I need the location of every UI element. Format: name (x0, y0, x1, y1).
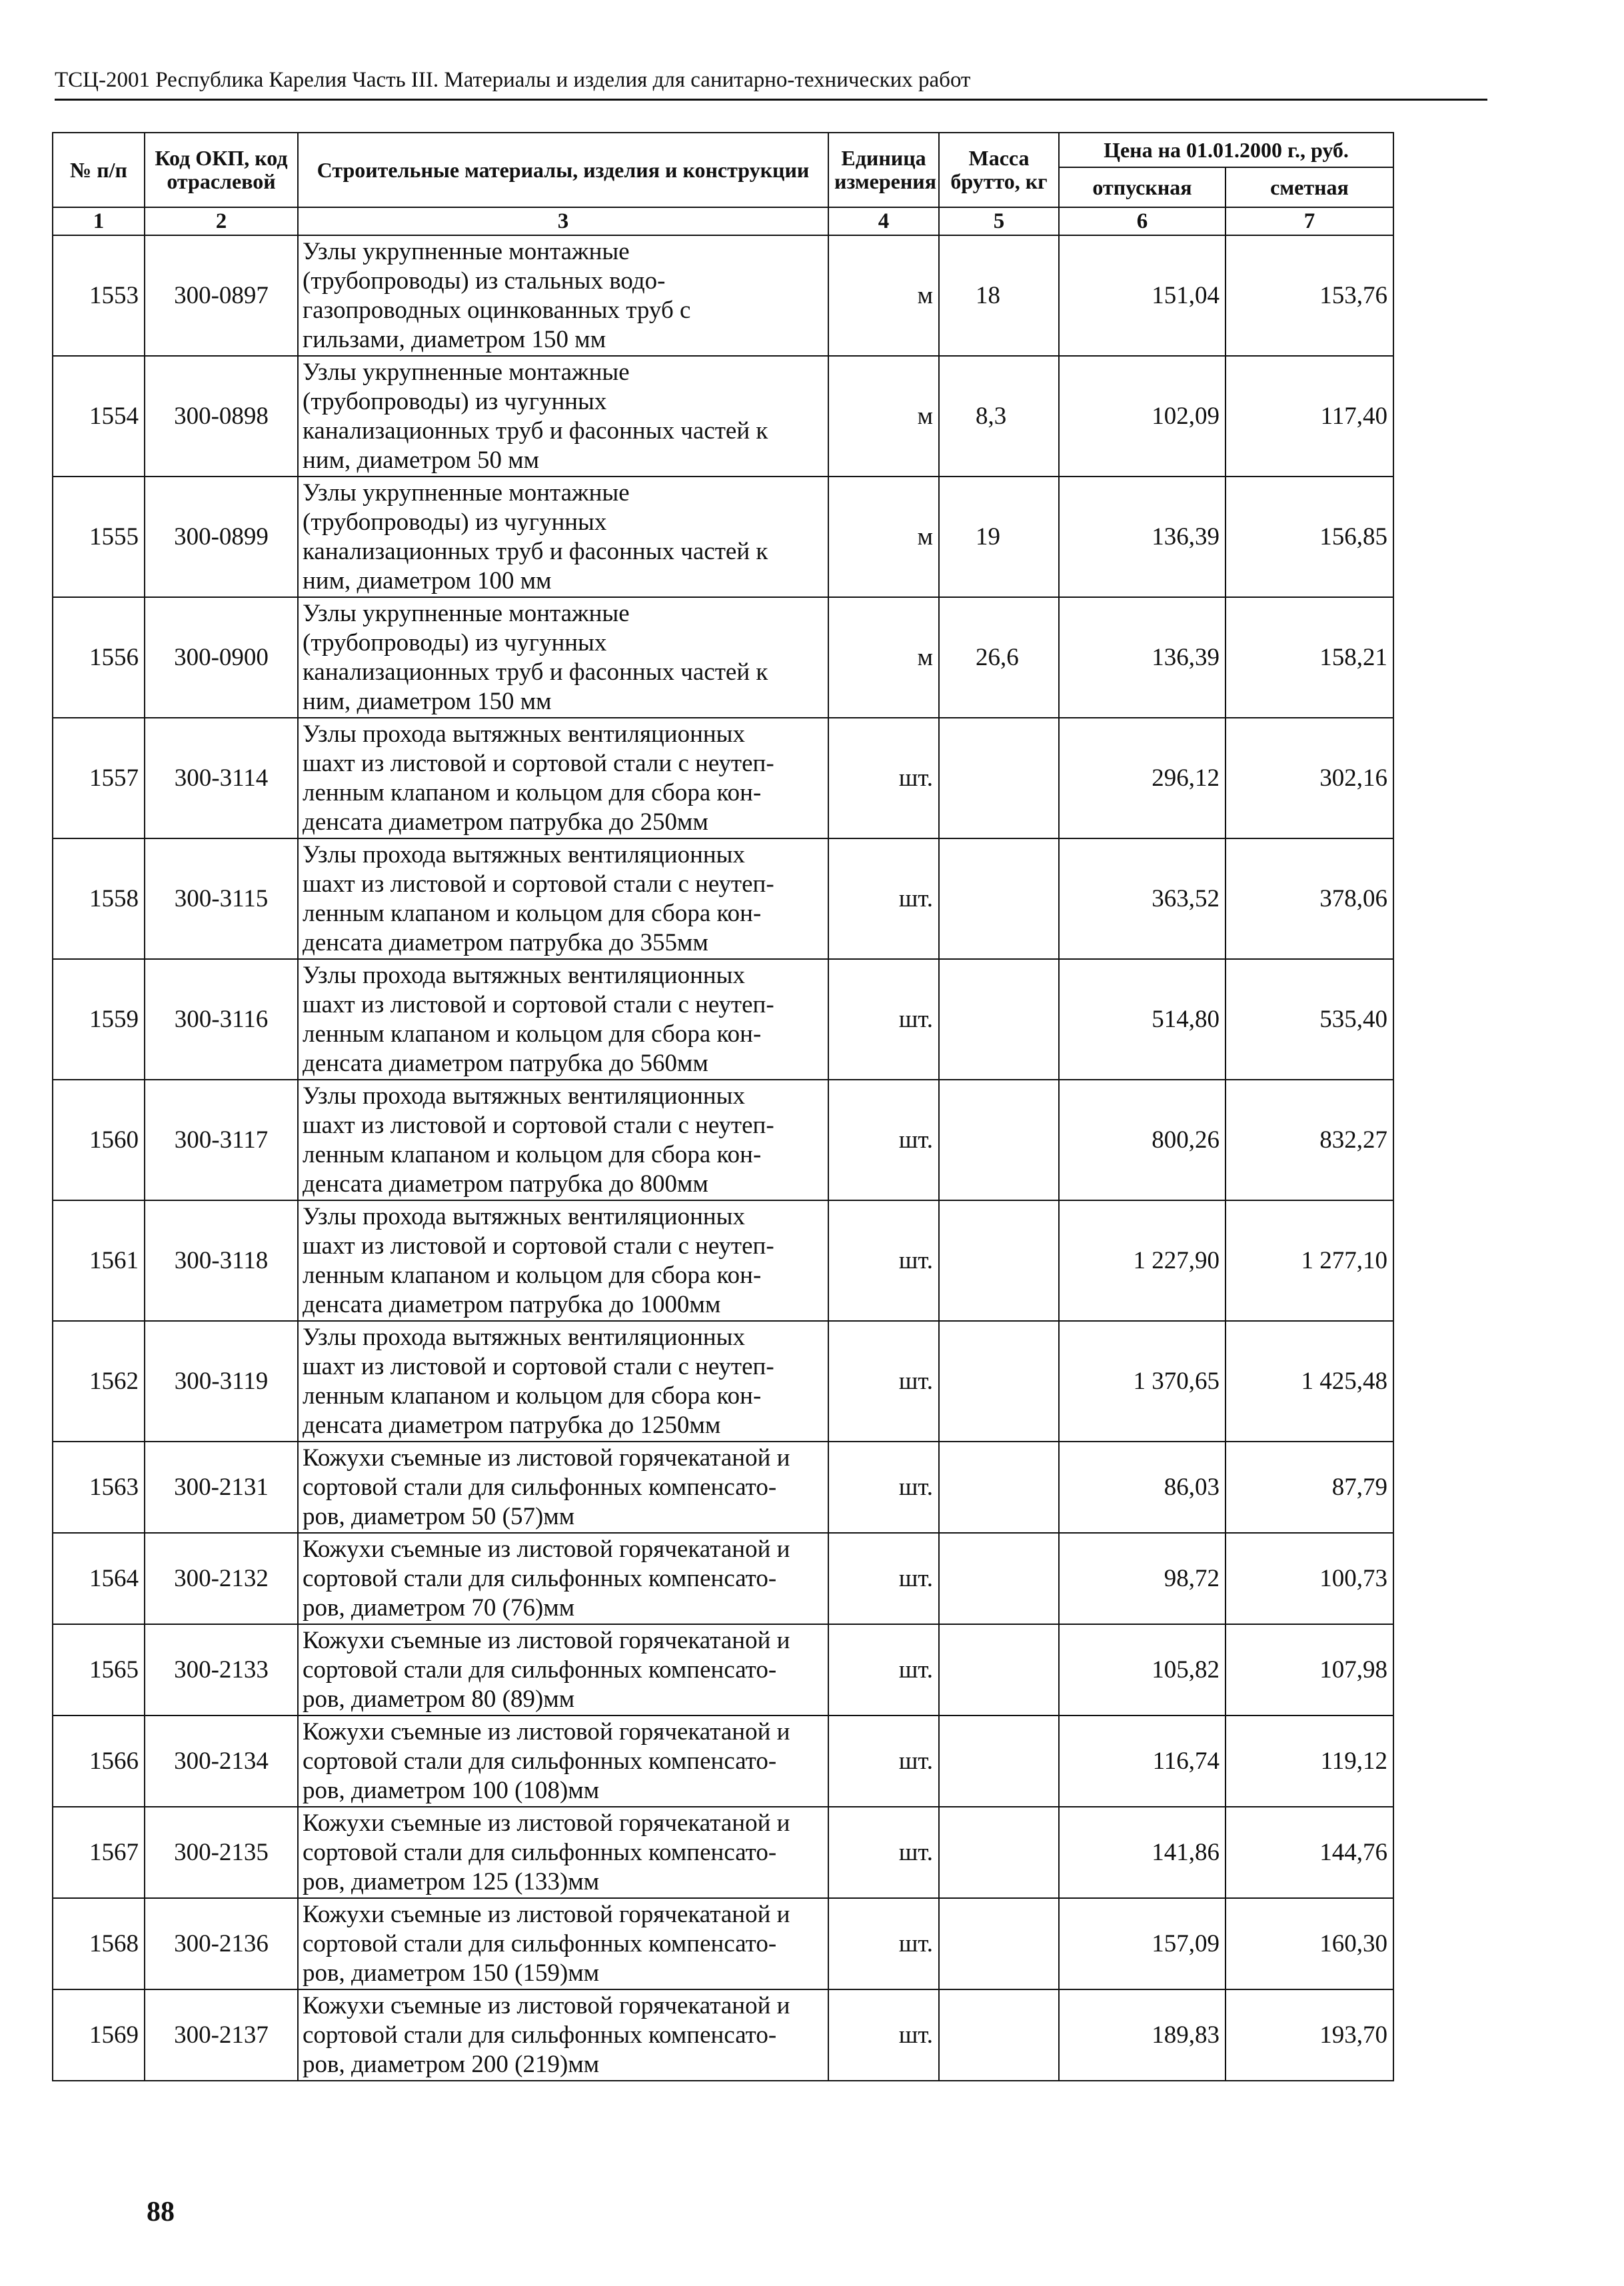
description-line: гильзами, диаметром 150 мм (303, 325, 606, 353)
estimate-price-cell: 535,40 (1225, 959, 1393, 1080)
table-row (53, 838, 1393, 959)
column-number: 2 (145, 207, 298, 235)
release-price-cell: 116,74 (1059, 1715, 1225, 1807)
description-line: канализационных труб и фасонных частей к (303, 417, 768, 445)
description-line: сортовой стали для сильфонных компенсато- (303, 1838, 777, 1866)
description-line: денсата диаметром патрубка до 800мм (303, 1170, 708, 1198)
unit-cell: м (828, 235, 939, 356)
description-line: шахт из листовой и сортовой стали с неутеп- (303, 870, 774, 898)
estimate-price-cell: 119,12 (1225, 1715, 1393, 1807)
description-line: Кожухи съемные из листовой горячекатаной и (303, 1809, 790, 1837)
release-price-cell: 514,80 (1059, 959, 1225, 1080)
unit-cell: шт. (828, 1898, 939, 1989)
description-cell (298, 718, 828, 838)
description-line: (трубопроводы) из чугунных (303, 387, 607, 415)
description-line: (трубопроводы) из чугунных (303, 508, 607, 536)
column-number: 3 (298, 207, 828, 235)
unit-cell: м (828, 356, 939, 477)
description-line: (трубопроводы) из стальных водо- (303, 267, 666, 295)
row-number-cell: 1557 (53, 718, 145, 838)
description-cell (298, 1715, 828, 1807)
table-row (53, 356, 1393, 477)
description-line: Кожухи съемные из листовой горячекатаной и (303, 1717, 790, 1745)
okp-code-cell: 300-3119 (145, 1321, 298, 1442)
description-line: сортовой стали для сильфонных компенсато- (303, 1747, 777, 1775)
estimate-price-cell: 153,76 (1225, 235, 1393, 356)
description-cell (298, 597, 828, 718)
release-price-cell: 157,09 (1059, 1898, 1225, 1989)
description-cell (298, 1807, 828, 1898)
row-number-cell: 1569 (53, 1989, 145, 2081)
description-line: сортовой стали для сильфонных компенсато- (303, 2021, 777, 2049)
description-cell (298, 1321, 828, 1442)
estimate-price-cell: 302,16 (1225, 718, 1393, 838)
row-number-cell: 1560 (53, 1080, 145, 1200)
okp-code-cell: 300-2131 (145, 1442, 298, 1533)
description-line: ров, диаметром 100 (108)мм (303, 1776, 600, 1804)
estimate-price-cell: 832,27 (1225, 1080, 1393, 1200)
release-price-cell: 1 370,65 (1059, 1321, 1225, 1442)
mass-cell (939, 838, 1059, 959)
description-cell (298, 1442, 828, 1533)
description-line: Кожухи съемные из листовой горячекатаной и (303, 1991, 790, 2019)
unit-cell: шт. (828, 1715, 939, 1807)
release-price-cell: 105,82 (1059, 1624, 1225, 1715)
release-price-cell: 151,04 (1059, 235, 1225, 356)
header-price-estimate: сметная (1225, 167, 1393, 207)
description-line: ленным клапаном и кольцом для сбора кон- (303, 1140, 762, 1168)
description-line: ров, диаметром 50 (57)мм (303, 1502, 575, 1530)
price-table (52, 132, 1394, 2081)
release-price-cell: 189,83 (1059, 1989, 1225, 2081)
mass-cell (939, 1807, 1059, 1898)
mass-cell (939, 1989, 1059, 2081)
row-number-cell: 1559 (53, 959, 145, 1080)
description-cell (298, 356, 828, 477)
estimate-price-cell: 160,30 (1225, 1898, 1393, 1989)
description-line: Кожухи съемные из листовой горячекатаной и (303, 1535, 790, 1563)
release-price-cell: 800,26 (1059, 1080, 1225, 1200)
description-line: Кожухи съемные из листовой горячекатаной и (303, 1626, 790, 1654)
table-row (53, 1715, 1393, 1807)
description-line: шахт из листовой и сортовой стали с неутеп- (303, 1111, 774, 1139)
description-line: Узлы прохода вытяжных вентиляционных (303, 1082, 746, 1110)
mass-cell (939, 1442, 1059, 1533)
table-row (53, 235, 1393, 356)
column-number: 1 (53, 207, 145, 235)
description-line: ров, диаметром 200 (219)мм (303, 2050, 600, 2078)
estimate-price-cell: 156,85 (1225, 477, 1393, 597)
description-line: денсата диаметром патрубка до 1250мм (303, 1411, 721, 1439)
description-line: ним, диаметром 150 мм (303, 687, 552, 715)
table-row (53, 597, 1393, 718)
description-line: ров, диаметром 150 (159)мм (303, 1959, 600, 1987)
row-number-cell: 1562 (53, 1321, 145, 1442)
description-line: Узлы укрупненные монтажные (303, 358, 630, 386)
row-number-cell: 1564 (53, 1533, 145, 1624)
table-row (53, 1898, 1393, 1989)
estimate-price-cell: 87,79 (1225, 1442, 1393, 1533)
description-line: Кожухи съемные из листовой горячекатаной и (303, 1444, 790, 1472)
description-line: денсата диаметром патрубка до 1000мм (303, 1290, 721, 1318)
mass-cell: 19 (939, 477, 1059, 597)
unit-cell: шт. (828, 838, 939, 959)
header-price-release: отпускная (1059, 167, 1225, 207)
description-line: сортовой стали для сильфонных компенсато- (303, 1564, 777, 1592)
running-header: ТСЦ-2001 Республика Карелия Часть III. Материалы и изделия для санитарно-технических работ (55, 67, 1487, 101)
table-row (53, 1624, 1393, 1715)
release-price-cell: 86,03 (1059, 1442, 1225, 1533)
estimate-price-cell: 193,70 (1225, 1989, 1393, 2081)
row-number-cell: 1567 (53, 1807, 145, 1898)
description-line: (трубопроводы) из чугунных (303, 628, 607, 656)
description-line: денсата диаметром патрубка до 355мм (303, 928, 708, 956)
header-code: Код ОКП, код отраслевой (145, 133, 298, 207)
description-line: ленным клапаном и кольцом для сбора кон- (303, 1261, 762, 1289)
description-line: шахт из листовой и сортовой стали с неутеп- (303, 990, 774, 1018)
unit-cell: шт. (828, 1442, 939, 1533)
release-price-cell: 363,52 (1059, 838, 1225, 959)
description-line: денсата диаметром патрубка до 250мм (303, 808, 708, 836)
description-line: Узлы прохода вытяжных вентиляционных (303, 840, 746, 868)
mass-cell (939, 1200, 1059, 1321)
row-number-cell: 1566 (53, 1715, 145, 1807)
okp-code-cell: 300-3118 (145, 1200, 298, 1321)
description-line: Узлы прохода вытяжных вентиляционных (303, 720, 746, 748)
description-line: ров, диаметром 80 (89)мм (303, 1685, 575, 1713)
header-mass: Масса брутто, кг (939, 133, 1059, 207)
description-line: ров, диаметром 125 (133)мм (303, 1867, 600, 1895)
description-line: ним, диаметром 50 мм (303, 446, 540, 474)
table-header (53, 133, 1393, 235)
column-number: 6 (1059, 207, 1225, 235)
description-cell (298, 477, 828, 597)
description-cell (298, 235, 828, 356)
okp-code-cell: 300-2134 (145, 1715, 298, 1807)
table-row (53, 1200, 1393, 1321)
description-line: ленным клапаном и кольцом для сбора кон- (303, 1020, 762, 1048)
description-line: шахт из листовой и сортовой стали с неутеп- (303, 1352, 774, 1380)
description-line: ленным клапаном и кольцом для сбора кон- (303, 1382, 762, 1410)
description-line: ним, диаметром 100 мм (303, 567, 552, 594)
description-line: ров, диаметром 70 (76)мм (303, 1594, 575, 1622)
mass-cell (939, 1898, 1059, 1989)
description-line: сортовой стали для сильфонных компенсато- (303, 1656, 777, 1684)
description-cell (298, 959, 828, 1080)
okp-code-cell: 300-3114 (145, 718, 298, 838)
description-line: Узлы укрупненные монтажные (303, 479, 630, 507)
description-cell (298, 838, 828, 959)
row-number-cell: 1563 (53, 1442, 145, 1533)
page-number: 88 (147, 2197, 175, 2227)
description-cell (298, 1989, 828, 2081)
okp-code-cell: 300-2135 (145, 1807, 298, 1898)
okp-code-cell: 300-2136 (145, 1898, 298, 1989)
release-price-cell: 136,39 (1059, 477, 1225, 597)
description-line: Узлы прохода вытяжных вентиляционных (303, 1202, 746, 1230)
release-price-cell: 296,12 (1059, 718, 1225, 838)
description-cell (298, 1898, 828, 1989)
table-row (53, 477, 1393, 597)
estimate-price-cell: 100,73 (1225, 1533, 1393, 1624)
row-number-cell: 1568 (53, 1898, 145, 1989)
description-line: Узлы прохода вытяжных вентиляционных (303, 961, 746, 989)
release-price-cell: 136,39 (1059, 597, 1225, 718)
description-line: шахт из листовой и сортовой стали с неутеп- (303, 1232, 774, 1260)
description-line: Узлы прохода вытяжных вентиляционных (303, 1323, 746, 1351)
estimate-price-cell: 1 425,48 (1225, 1321, 1393, 1442)
okp-code-cell: 300-3117 (145, 1080, 298, 1200)
estimate-price-cell: 158,21 (1225, 597, 1393, 718)
header-unit: Единица измерения (828, 133, 939, 207)
okp-code-cell: 300-0900 (145, 597, 298, 718)
unit-cell: шт. (828, 1807, 939, 1898)
unit-cell: шт. (828, 959, 939, 1080)
estimate-price-cell: 144,76 (1225, 1807, 1393, 1898)
row-number-cell: 1558 (53, 838, 145, 959)
row-number-cell: 1565 (53, 1624, 145, 1715)
table-row (53, 1989, 1393, 2081)
description-line: ленным клапаном и кольцом для сбора кон- (303, 778, 762, 806)
description-line: сортовой стали для сильфонных компенсато- (303, 1929, 777, 1957)
okp-code-cell: 300-0898 (145, 356, 298, 477)
estimate-price-cell: 378,06 (1225, 838, 1393, 959)
mass-cell: 26,6 (939, 597, 1059, 718)
description-cell (298, 1080, 828, 1200)
okp-code-cell: 300-2133 (145, 1624, 298, 1715)
column-number: 7 (1225, 207, 1393, 235)
release-price-cell: 1 227,90 (1059, 1200, 1225, 1321)
unit-cell: шт. (828, 1533, 939, 1624)
row-number-cell: 1556 (53, 597, 145, 718)
unit-cell: шт. (828, 1200, 939, 1321)
release-price-cell: 141,86 (1059, 1807, 1225, 1898)
row-number-cell: 1555 (53, 477, 145, 597)
mass-cell (939, 718, 1059, 838)
description-line: Узлы укрупненные монтажные (303, 237, 630, 265)
table-row (53, 1321, 1393, 1442)
row-number-cell: 1561 (53, 1200, 145, 1321)
description-line: сортовой стали для сильфонных компенсато- (303, 1473, 777, 1501)
mass-cell (939, 1533, 1059, 1624)
table-body (53, 235, 1393, 2081)
mass-cell (939, 1715, 1059, 1807)
unit-cell: м (828, 597, 939, 718)
header-name: Строительные материалы, изделия и конструкции (298, 133, 828, 207)
okp-code-cell: 300-2137 (145, 1989, 298, 2081)
release-price-cell: 102,09 (1059, 356, 1225, 477)
description-line: шахт из листовой и сортовой стали с неутеп- (303, 749, 774, 777)
description-line: газопроводных оцинкованных труб с (303, 296, 691, 324)
release-price-cell: 98,72 (1059, 1533, 1225, 1624)
header-num: № п/п (53, 133, 145, 207)
table-row (53, 1807, 1393, 1898)
mass-cell (939, 1624, 1059, 1715)
mass-cell: 18 (939, 235, 1059, 356)
description-cell (298, 1200, 828, 1321)
unit-cell: шт. (828, 1080, 939, 1200)
table-row (53, 718, 1393, 838)
estimate-price-cell: 1 277,10 (1225, 1200, 1393, 1321)
column-number-row (53, 207, 1393, 235)
table-row (53, 1080, 1393, 1200)
header-price-group: Цена на 01.01.2000 г., руб. (1059, 133, 1393, 167)
estimate-price-cell: 117,40 (1225, 356, 1393, 477)
okp-code-cell: 300-2132 (145, 1533, 298, 1624)
table-row (53, 1442, 1393, 1533)
unit-cell: шт. (828, 1989, 939, 2081)
row-number-cell: 1554 (53, 356, 145, 477)
unit-cell: м (828, 477, 939, 597)
description-line: денсата диаметром патрубка до 560мм (303, 1049, 708, 1077)
table-row (53, 1533, 1393, 1624)
unit-cell: шт. (828, 1624, 939, 1715)
column-number: 5 (939, 207, 1059, 235)
okp-code-cell: 300-0897 (145, 235, 298, 356)
table-row (53, 959, 1393, 1080)
description-cell (298, 1624, 828, 1715)
okp-code-cell: 300-3115 (145, 838, 298, 959)
description-cell (298, 1533, 828, 1624)
mass-cell (939, 1321, 1059, 1442)
description-line: Узлы укрупненные монтажные (303, 599, 630, 627)
mass-cell (939, 959, 1059, 1080)
mass-cell (939, 1080, 1059, 1200)
description-line: канализационных труб и фасонных частей к (303, 537, 768, 565)
unit-cell: шт. (828, 718, 939, 838)
estimate-price-cell: 107,98 (1225, 1624, 1393, 1715)
row-number-cell: 1553 (53, 235, 145, 356)
mass-cell: 8,3 (939, 356, 1059, 477)
column-number: 4 (828, 207, 939, 235)
description-line: ленным клапаном и кольцом для сбора кон- (303, 899, 762, 927)
description-line: канализационных труб и фасонных частей к (303, 658, 768, 686)
description-line: Кожухи съемные из листовой горячекатаной и (303, 1900, 790, 1928)
okp-code-cell: 300-0899 (145, 477, 298, 597)
okp-code-cell: 300-3116 (145, 959, 298, 1080)
unit-cell: шт. (828, 1321, 939, 1442)
